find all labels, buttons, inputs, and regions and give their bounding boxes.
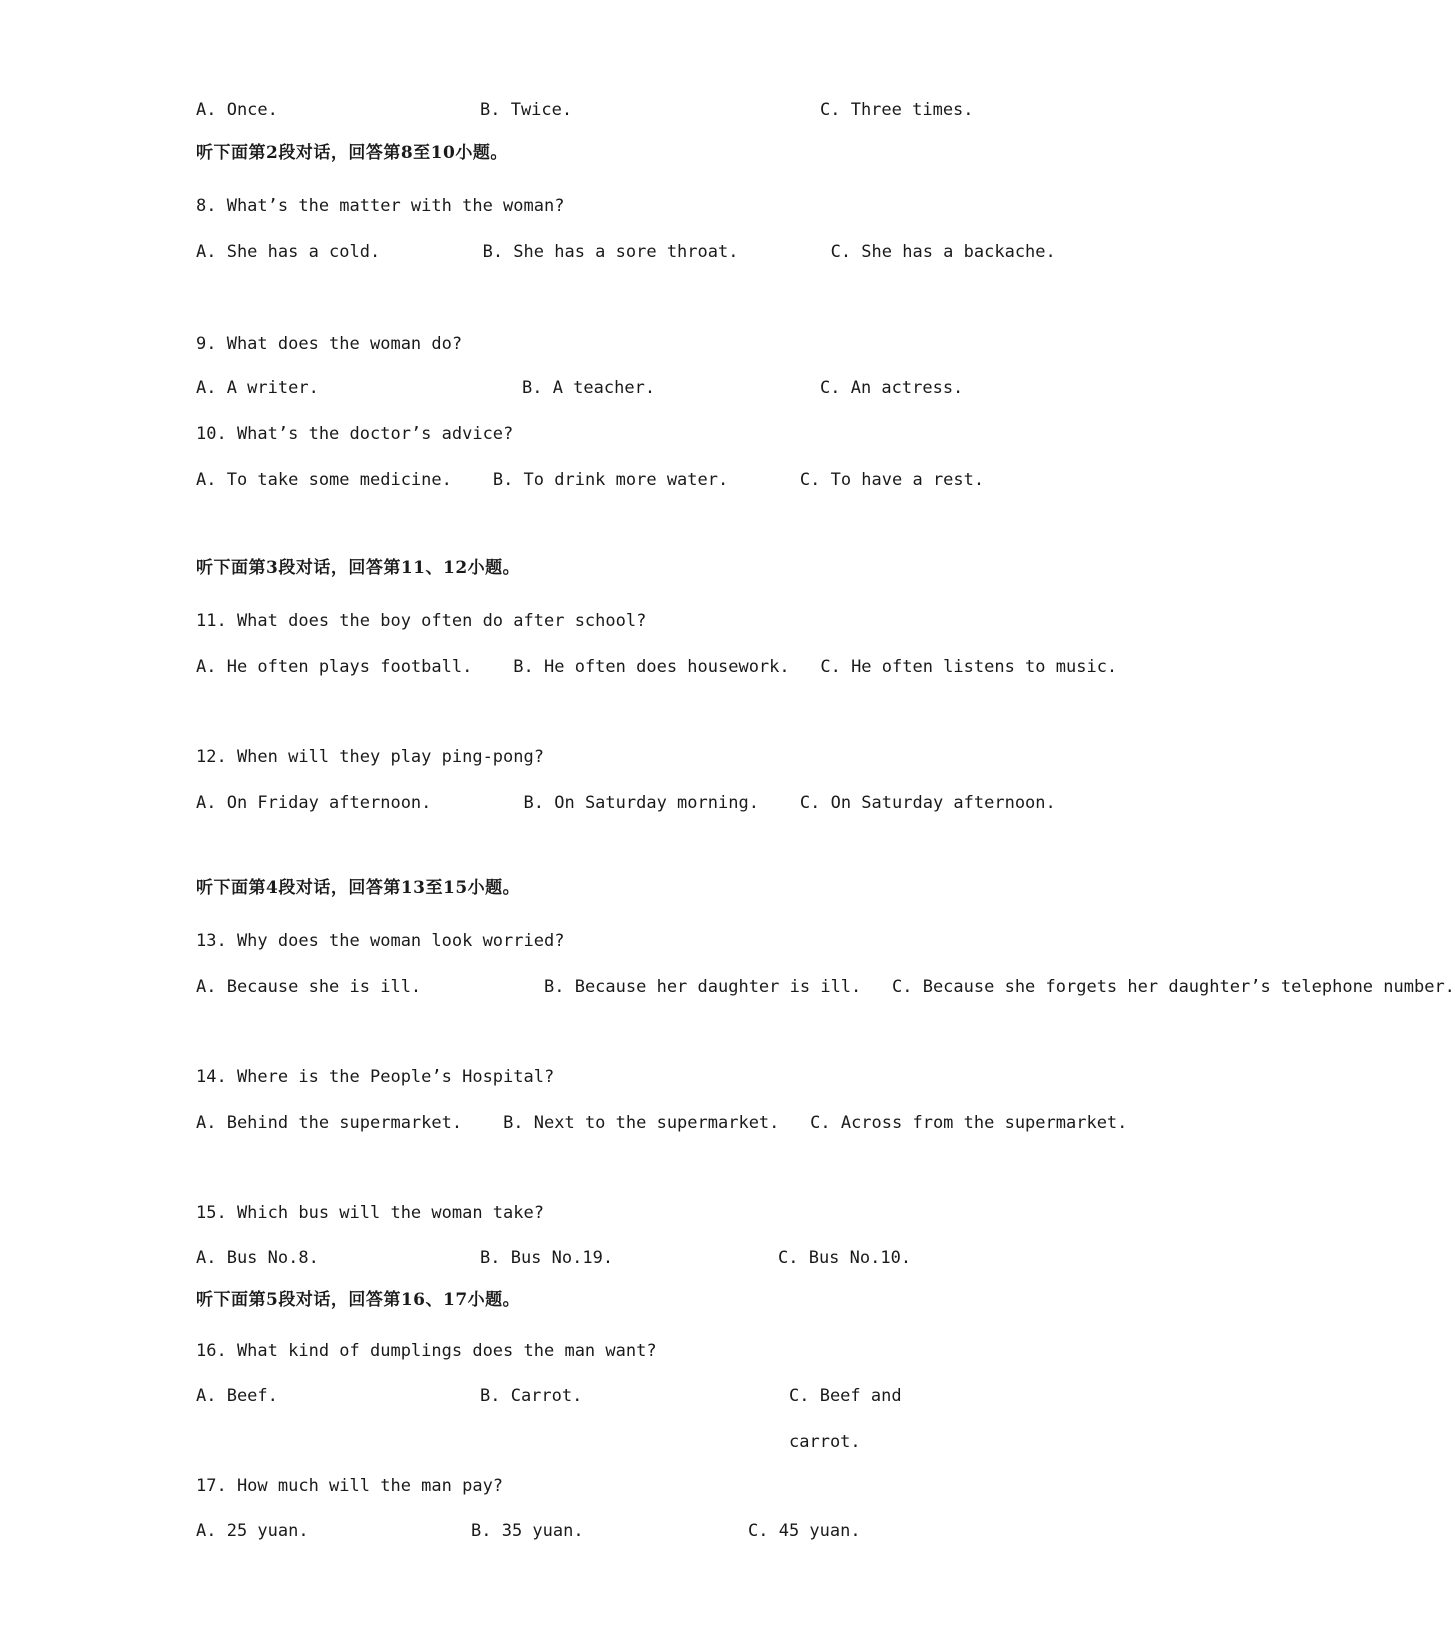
q9-option-c: C. An actress. xyxy=(820,378,964,398)
q13-option-b: B. Because her daughter is ill. xyxy=(544,977,862,997)
q14-option-b: B. Next to the supermarket. xyxy=(503,1113,780,1133)
q9-option-a: A. A writer. xyxy=(196,378,319,398)
q11-question: 11. What does the boy often do after school? xyxy=(196,611,647,631)
q16-question: 16. What kind of dumplings does the man want? xyxy=(196,1341,657,1361)
q15-option-b: B. Bus No.19. xyxy=(480,1248,614,1268)
q7-option-b: B. Twice. xyxy=(480,100,573,120)
q15-option-a: A. Bus No.8. xyxy=(196,1248,319,1268)
q12-option-c: C. On Saturday afternoon. xyxy=(799,793,1056,813)
q8-options xyxy=(196,230,1056,276)
q8-option-b: B. She has a sore throat. xyxy=(482,242,739,262)
q10-option-b: B. To drink more water. xyxy=(492,470,729,490)
q16-option-c: C. Beef and carrot. xyxy=(789,1386,902,1452)
q14-option-c: C. Across from the supermarket. xyxy=(810,1113,1128,1133)
q14-option-a: A. Behind the supermarket. xyxy=(196,1113,463,1133)
q8-option-c: C. She has a backache. xyxy=(830,242,1056,262)
section-5-header: 听下面第5段对话，回答第16、17小题。 xyxy=(196,1290,521,1310)
q12-option-a: A. On Friday afternoon. xyxy=(196,793,432,813)
q11-option-c: C. He often listens to music. xyxy=(820,657,1118,677)
q12-option-b: B. On Saturday morning. xyxy=(523,793,759,813)
q17-option-b: B. 35 yuan. xyxy=(471,1521,584,1541)
q13-option-c: C. Because she forgets her daughter’s telephone number. xyxy=(892,977,1455,997)
q9-question: 9. What does the woman do? xyxy=(196,334,463,354)
q10-option-c: C. To have a rest. xyxy=(799,470,985,490)
q15-option-c: C. Bus No.10. xyxy=(778,1248,912,1268)
q17-option-a: A. 25 yuan. xyxy=(196,1521,309,1541)
q13-options xyxy=(196,965,1455,1011)
q11-options xyxy=(196,645,1118,691)
q16-option-a: A. Beef. xyxy=(196,1386,278,1406)
section-2-header: 听下面第2段对话，回答第8至10小题。 xyxy=(196,143,508,163)
q10-option-a: A. To take some medicine. xyxy=(196,470,452,490)
q14-question: 14. Where is the People’s Hospital? xyxy=(196,1067,555,1087)
q12-options xyxy=(196,781,1056,827)
q17-option-c: C. 45 yuan. xyxy=(748,1521,861,1541)
q11-option-a: A. He often plays football. xyxy=(196,657,473,677)
q16-option-b: B. Carrot. xyxy=(480,1386,583,1406)
section-3-header: 听下面第3段对话，回答第11、12小题。 xyxy=(196,558,521,578)
section-4-header: 听下面第4段对话，回答第13至15小题。 xyxy=(196,878,521,898)
q10-question: 10. What’s the doctor’s advice? xyxy=(196,424,514,444)
q8-question: 8. What’s the matter with the woman? xyxy=(196,196,565,216)
q12-question: 12. When will they play ping-pong? xyxy=(196,747,544,767)
q14-options xyxy=(196,1101,1128,1147)
q13-option-a: A. Because she is ill. xyxy=(196,977,422,997)
q15-question: 15. Which bus will the woman take? xyxy=(196,1203,544,1223)
q7-option-c: C. Three times. xyxy=(820,100,974,120)
q10-options xyxy=(196,458,985,504)
q13-question: 13. Why does the woman look worried? xyxy=(196,931,565,951)
q9-option-b: B. A teacher. xyxy=(522,378,656,398)
q11-option-b: B. He often does housework. xyxy=(513,657,790,677)
q17-question: 17. How much will the man pay? xyxy=(196,1476,504,1496)
q7-option-a: A. Once. xyxy=(196,100,278,120)
q8-option-a: A. She has a cold. xyxy=(196,242,381,262)
